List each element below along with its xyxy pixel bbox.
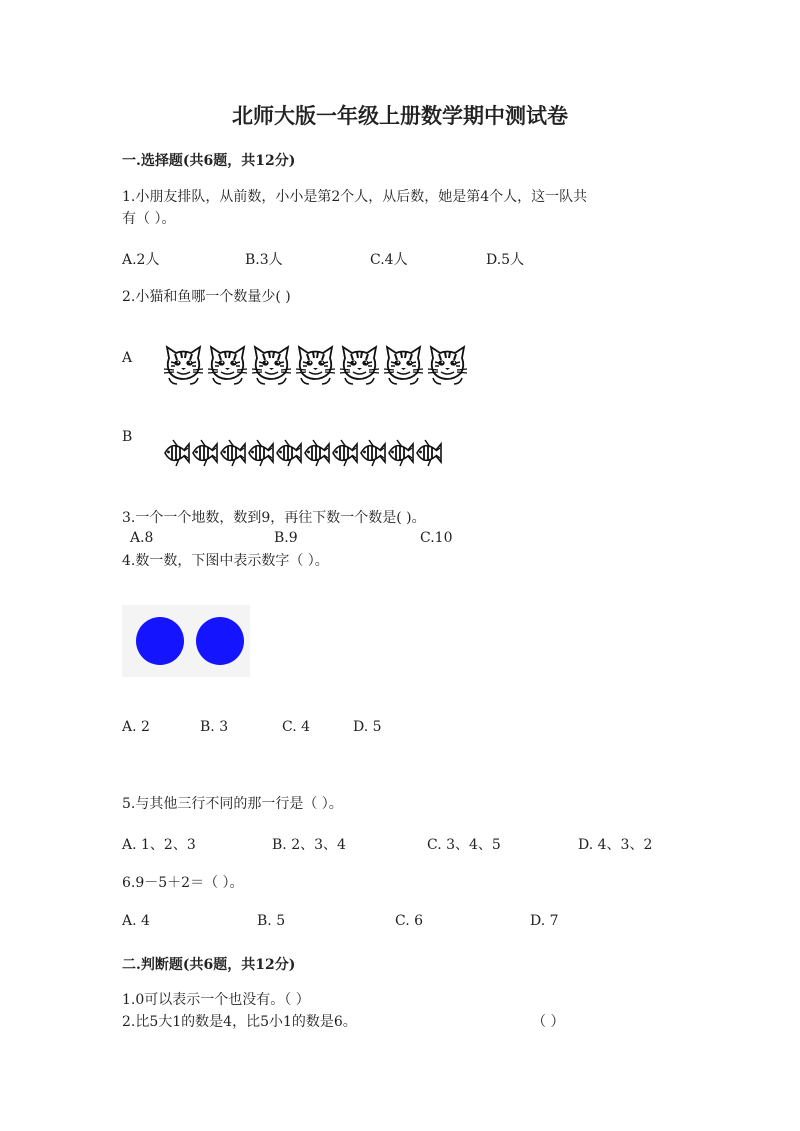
question-6-option-d: D. 7 xyxy=(530,913,559,929)
blue-dot xyxy=(136,617,184,665)
judgement-2-paren: （ ） xyxy=(532,1014,565,1030)
fish-icon xyxy=(359,436,386,470)
question-2-label-a: A xyxy=(122,350,133,366)
question-2-text: 2.小猫和鱼哪一个数量少( ) xyxy=(122,289,291,305)
question-1-line-2: 有（ ）。 xyxy=(122,211,176,227)
fish-icon xyxy=(275,436,302,470)
blue-dot xyxy=(196,617,244,665)
question-6-text: 6.9－5＋2＝（ ）。 xyxy=(122,875,244,891)
fish-icon xyxy=(415,436,442,470)
question-3-option-c: C.10 xyxy=(420,530,453,546)
question-4-option-b: B. 3 xyxy=(200,719,229,735)
fish-icon xyxy=(247,436,274,470)
fish-icon xyxy=(303,436,330,470)
question-4-option-d: D. 5 xyxy=(353,719,382,735)
dots-picture xyxy=(122,605,250,677)
question-1-line-1: 1.小朋友排队，从前数，小小是第2个人，从后数，她是第4个人，这一队共 xyxy=(122,189,588,205)
cat-face-icon xyxy=(339,344,380,386)
fish-icon xyxy=(331,436,358,470)
cat-face-icon xyxy=(207,344,248,386)
fish-picture-row xyxy=(163,436,441,470)
question-1-option-a: A.2人 xyxy=(122,252,160,268)
question-6-option-c: C. 6 xyxy=(395,913,424,929)
section-heading-choice: 一.选择题(共6题，共12分) xyxy=(122,153,296,169)
question-4-text: 4.数一数，下图中表示数字（ ）。 xyxy=(122,553,329,569)
question-5-text: 5.与其他三行不同的那一行是（ ）。 xyxy=(122,796,343,812)
fish-icon xyxy=(219,436,246,470)
question-5-option-b: B. 2、3、4 xyxy=(272,837,346,853)
question-4-option-c: C. 4 xyxy=(282,719,311,735)
cat-face-icon xyxy=(383,344,424,386)
question-1-option-c: C.4人 xyxy=(370,252,408,268)
cat-face-icon xyxy=(163,344,204,386)
question-6-option-a: A. 4 xyxy=(122,913,150,929)
judgement-2-text: 2.比5大1的数是4，比5小1的数是6。 xyxy=(122,1014,357,1030)
question-5-option-d: D. 4、3、2 xyxy=(578,837,653,853)
question-5-option-a: A. 1、2、3 xyxy=(122,837,196,853)
question-1-option-d: D.5人 xyxy=(486,252,525,268)
fish-icon xyxy=(163,436,190,470)
cat-face-icon xyxy=(295,344,336,386)
fish-icon xyxy=(191,436,218,470)
question-4-option-a: A. 2 xyxy=(122,719,150,735)
fish-icon xyxy=(387,436,414,470)
section-heading-judgement: 二.判断题(共6题，共12分) xyxy=(122,957,296,973)
question-3-option-b: B.9 xyxy=(274,530,298,546)
question-2-label-b: B xyxy=(122,429,133,445)
question-5-option-c: C. 3、4、5 xyxy=(427,837,501,853)
cat-face-icon xyxy=(251,344,292,386)
judgement-1-text: 1.0可以表示一个也没有。（ ） xyxy=(122,992,310,1008)
cat-picture-row xyxy=(163,344,469,386)
question-3-option-a: A.8 xyxy=(130,530,154,546)
question-1-option-b: B.3人 xyxy=(245,252,283,268)
cat-face-icon xyxy=(427,344,468,386)
question-6-option-b: B. 5 xyxy=(257,913,286,929)
page-title: 北师大版一年级上册数学期中测试卷 xyxy=(232,103,568,128)
question-3-text: 3.一个一个地数，数到9，再往下数一个数是( )。 xyxy=(122,510,426,526)
